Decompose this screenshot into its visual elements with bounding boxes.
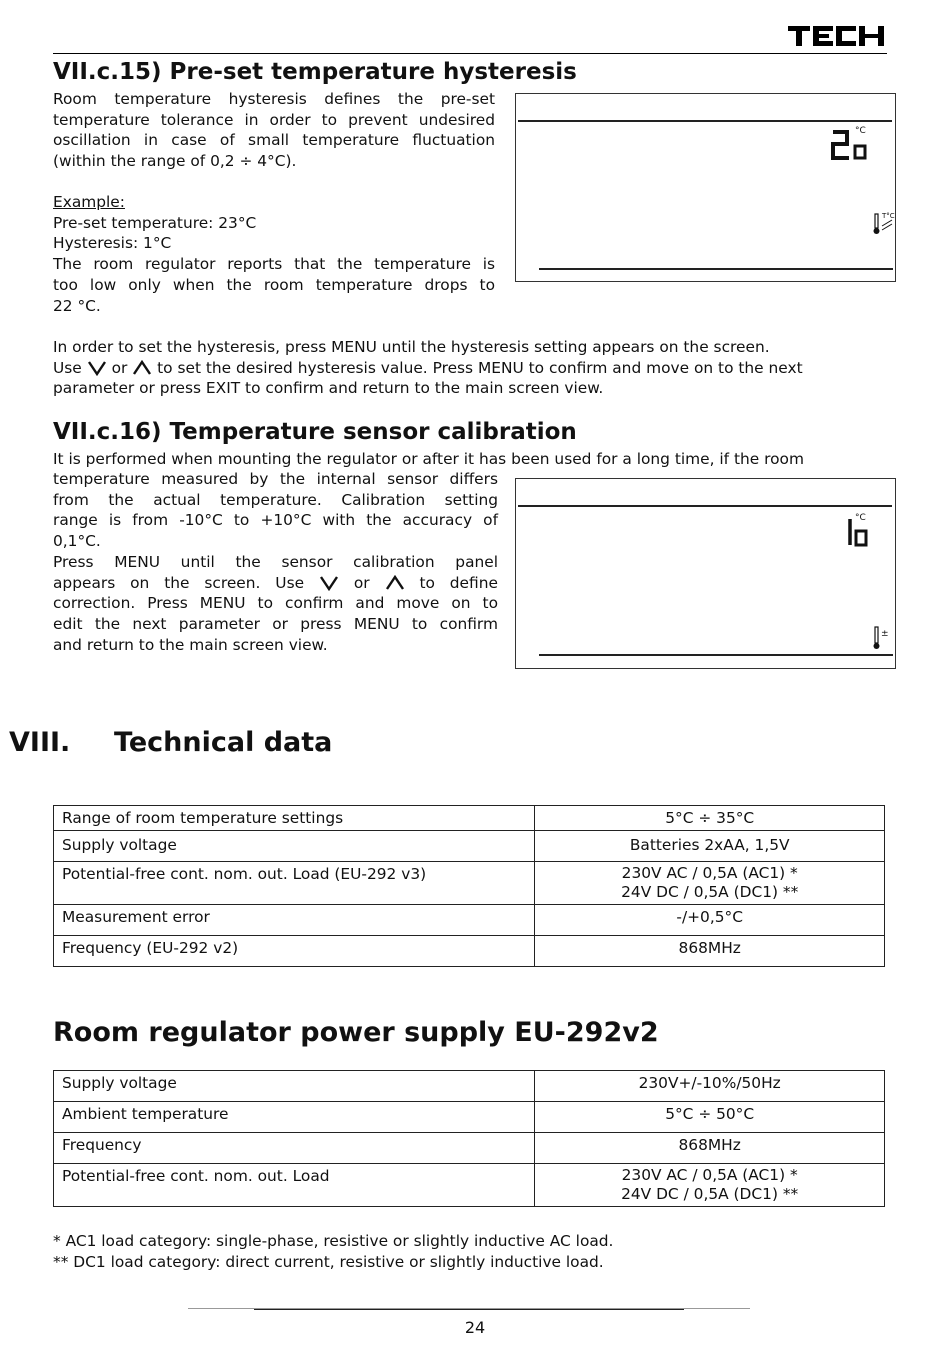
section-16-line1: It is performed when mounting the regulator or after it has been used for a long time, if the room [53, 450, 804, 468]
table-row: Frequency 868MHz [54, 1133, 885, 1164]
section-15-instructions: In order to set the hysteresis, press MENU until the hysteresis setting appears on the screen. Use or to set the desired hysteresis value. Press MENU to confirm and move on to the next parameter or press EXIT to confirm and return to the main screen view. [53, 338, 803, 398]
lcd-icon-label: ± [881, 629, 889, 639]
chevron-down-icon [87, 360, 107, 376]
chevron-up-icon [132, 360, 152, 376]
power-supply-title: Room regulator power supply EU-292v2 [53, 1017, 659, 1048]
hysteresis-lcd-display [515, 93, 896, 282]
section-16-paragraph: temperature measured by the internal sensor differs from the actual temperature. Calibration setting range is from -10°C to +10°C with the accuracy of 0,1°C. Press MENU until the sensor calibration panel appears on the screen. Use or to define correction. Press MENU to confirm and move on to edit the next parameter or press MENU to confirm and return to the main screen view. [53, 470, 498, 654]
table-row: Range of room temperature settings 5°C ÷ 35°C [54, 806, 885, 831]
chevron-up-icon [385, 575, 405, 591]
lcd-unit: °C [855, 126, 866, 136]
calibration-lcd-display [515, 478, 896, 669]
technical-data-table [53, 805, 885, 967]
header-rule [53, 53, 887, 54]
table-row: Frequency (EU-292 v2) 868MHz [54, 936, 885, 967]
section-16-title: VII.c.16) Temperature sensor calibration [53, 419, 577, 445]
lcd-icon-label: T°C [882, 212, 895, 220]
table-row: Supply voltage Batteries 2xAA, 1,5V [54, 831, 885, 862]
footer-rule [254, 1309, 684, 1310]
table-row: Supply voltage 230V+/-10%/50Hz [54, 1071, 885, 1102]
lcd-unit: °C [855, 513, 866, 523]
table-row: Ambient temperature 5°C ÷ 50°C [54, 1102, 885, 1133]
section-8-number: VIII. [9, 727, 71, 758]
page-number: 24 [464, 1318, 486, 1337]
chevron-down-icon [319, 575, 339, 591]
table-row: Potential-free cont. nom. out. Load (EU-292 v3) 230V AC / 0,5A (AC1) * 24V DC / 0,5A (DC1) ** [54, 862, 885, 905]
footnotes: * AC1 load category: single-phase, resistive or slightly inductive AC load. ** DC1 load category: direct current, resistive or slightly inductive load. [53, 1232, 614, 1271]
section-15-title: VII.c.15) Pre-set temperature hysteresis [53, 59, 577, 85]
tech-logo [786, 22, 886, 48]
section-15-paragraph: Room temperature hysteresis defines the pre-set temperature tolerance in order to prevent undesired oscillation in case of small temperature fluctuation (within the range of 0,2 ÷ 4°C). [53, 90, 495, 171]
section-8-title: Technical data [114, 727, 333, 758]
section-15-example: Example: Pre-set temperature: 23°C Hysteresis: 1°C The room regulator reports that the temperature is too low only when the room temperature drops to 22 °C. [53, 193, 495, 315]
power-supply-table [53, 1070, 885, 1207]
table-row: Measurement error -/+0,5°C [54, 905, 885, 936]
table-row: Potential-free cont. nom. out. Load 230V AC / 0,5A (AC1) * 24V DC / 0,5A (DC1) ** [54, 1164, 885, 1207]
